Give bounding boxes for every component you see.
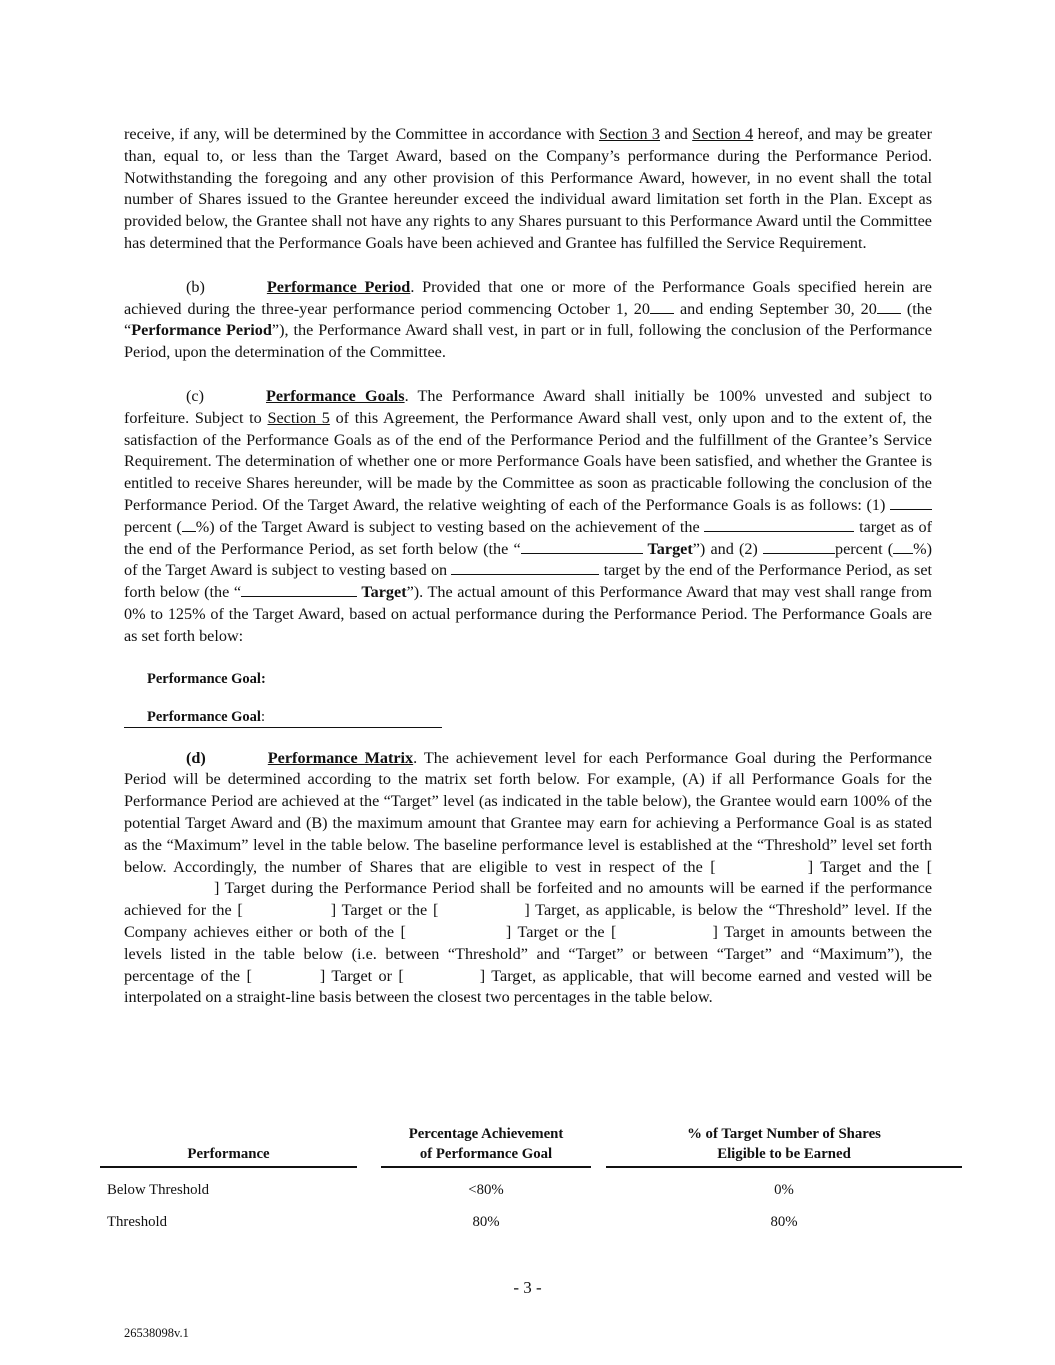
cell-performance: Threshold (107, 1214, 167, 1230)
defined-term: Performance Period (131, 321, 272, 340)
text: ”), the Performance Award shall vest, in part or in full, following the conclusion of the Performance Period, upon the determination of the Committee. (124, 321, 932, 362)
performance-goal-2 (124, 707, 442, 728)
paragraph-c (124, 386, 932, 648)
cell-performance: Below Threshold (107, 1182, 210, 1198)
text: target by the end of the Performance Period, as set forth below (the “ (124, 561, 932, 602)
blank-line (704, 517, 854, 532)
table-row (100, 1200, 962, 1232)
text: hereof, and may be greater than, equal to, or less than the Target Award, based on the Company’s performance during the Performance Period. Notwithstanding the foregoing and any other provision of this Performance Award, however, in no event shall the total number of Shares issued to the Grantee hereunder exceed the individual award limitation set forth in the Plan. Except as provided below, the Grantee shall not have any rights to any Shares pursuant to this Performance Award until the Committee has determined that the Performance Goals have been achieved and Grantee has fulfilled the Service Requirement. (124, 125, 932, 252)
blank-line (451, 560, 599, 575)
text: ] Target or the [ (505, 922, 617, 941)
paragraph-a (124, 124, 932, 255)
text: ] Target or [ (319, 966, 404, 985)
text: ] Target, as applicable, that will become earned and vested will be interpolated on a straight-line basis between the closest two percentages in the table below. (124, 966, 932, 1007)
section-4-reference: Section 4 (692, 125, 754, 143)
blank-line (241, 582, 357, 597)
blank-line (890, 495, 932, 510)
text: %) of the Target Award is subject to vesting based on (124, 539, 932, 580)
blank-line (893, 539, 913, 554)
text: ] Target and the [ (807, 857, 933, 876)
document-page (124, 124, 932, 1009)
text: and (660, 125, 693, 143)
text: (the “ (124, 299, 932, 340)
text: of this Agreement, the Performance Award shall vest, only upon and to the extent of, the satisfaction of the Performance Goals as of the end of the Performance Period and the fulfillment of the Grantee’s Service Requirement. The determination of whether one or more Performance Goals have been satisfied, and whether the Grantee is entitled to receive Shares hereunder, will be made by the Committee as soon as practicable following the conclusion of the Performance Period. Of the Target Award, the relative weighting of each of the Performance Goals is as follows: (1) (124, 408, 932, 514)
text: ] Target during the Performance Period shall be forfeited and no amounts will be earned if the performance achieved for the [ (124, 879, 932, 920)
paragraph-label: (d) (186, 748, 206, 767)
document-id: 26538098v.1 (124, 1326, 189, 1340)
cell-shares: 80% (770, 1214, 798, 1230)
section-heading: Performance Matrix (267, 748, 414, 767)
text: . Provided that one or more of the Performance Goals specified herein are achieved during the three-year performance period commencing October 1, 20 (124, 277, 932, 318)
header-percentage-achievement: Percentage Achievement of Performance Goal (381, 1124, 591, 1170)
paragraph-b (124, 277, 932, 364)
header-performance: Performance (100, 1124, 357, 1170)
text: . The Performance Award shall initially be 100% unvested and subject to forfeiture. Subject to (124, 386, 932, 427)
header-target-shares: % of Target Number of Shares Eligible to be Earned (606, 1124, 962, 1170)
performance-matrix-table (100, 1124, 962, 1232)
target-term: Target (357, 583, 407, 602)
blank-line (182, 517, 196, 532)
text: ] Target or the [ (330, 901, 439, 920)
text: ] Target in amounts between the levels listed in the table below (i.e. between “Threshold” and “Target” or between “Target” and “Maximum”), the percentage of the [ (124, 922, 932, 985)
text: . The achievement level for each Performance Goal during the Performance Period will be determined according to the matrix set forth below. For example, (A) if all Performance Goals for the Performance Period are achieved at the “Target” level (as indicated in the table below), the Grantee would earn 100% of the potential Target Award and (B) the maximum amount that Grantee may earn for achieving a Performance Goal is as stated as the “Maximum” level in the table below. The baseline performance level is established at the “Threshold” level set forth below. Accordingly, the number of Shares that are eligible to vest in respect of the [ (124, 748, 932, 876)
cell-achievement: <80% (468, 1182, 504, 1198)
section-5-reference: Section 5 (267, 408, 330, 427)
text: ”) and (2) (692, 539, 763, 558)
text: ”). The actual amount of this Performance Award that may vest shall range from 0% to 125% of the Target Award, based on actual performance during the Performance Period. The Performance Goals are as set forth below: (124, 583, 932, 645)
colon: : (260, 708, 265, 725)
section-heading: Performance Period (266, 277, 411, 296)
text: receive, if any, will be determined by the Committee in accordance with (124, 125, 599, 143)
text: and ending September 30, 20 (674, 299, 877, 318)
cell-shares: 0% (774, 1182, 794, 1198)
page-number: - 3 - (513, 1278, 542, 1297)
paragraph-label: (c) (186, 386, 204, 405)
text: target as of the end of the Performance Period, as set forth below (the “ (124, 517, 932, 558)
text: ] Target, as applicable, is below the “Threshold” level. If the Company achieves either or both of the [ (124, 901, 932, 941)
blank-line (877, 299, 901, 314)
paragraph-label: (b) (186, 277, 205, 296)
cell-achievement: 80% (472, 1214, 500, 1230)
performance-goal-1: Performance Goal: (147, 670, 266, 687)
section-3-reference: Section 3 (598, 125, 661, 143)
blank-line (650, 299, 674, 314)
target-term: Target (642, 539, 693, 558)
table-row (100, 1170, 962, 1200)
section-heading: Performance Goals (265, 386, 405, 405)
text: %) of the Target Award is subject to vesting based on the achievement of the (195, 517, 705, 536)
goal-label: Performance Goal (147, 708, 261, 725)
paragraph-d (124, 748, 932, 1010)
text: percent ( (834, 539, 894, 558)
blank-line (763, 539, 835, 554)
blank-line (521, 539, 643, 554)
text: percent ( (124, 517, 182, 536)
